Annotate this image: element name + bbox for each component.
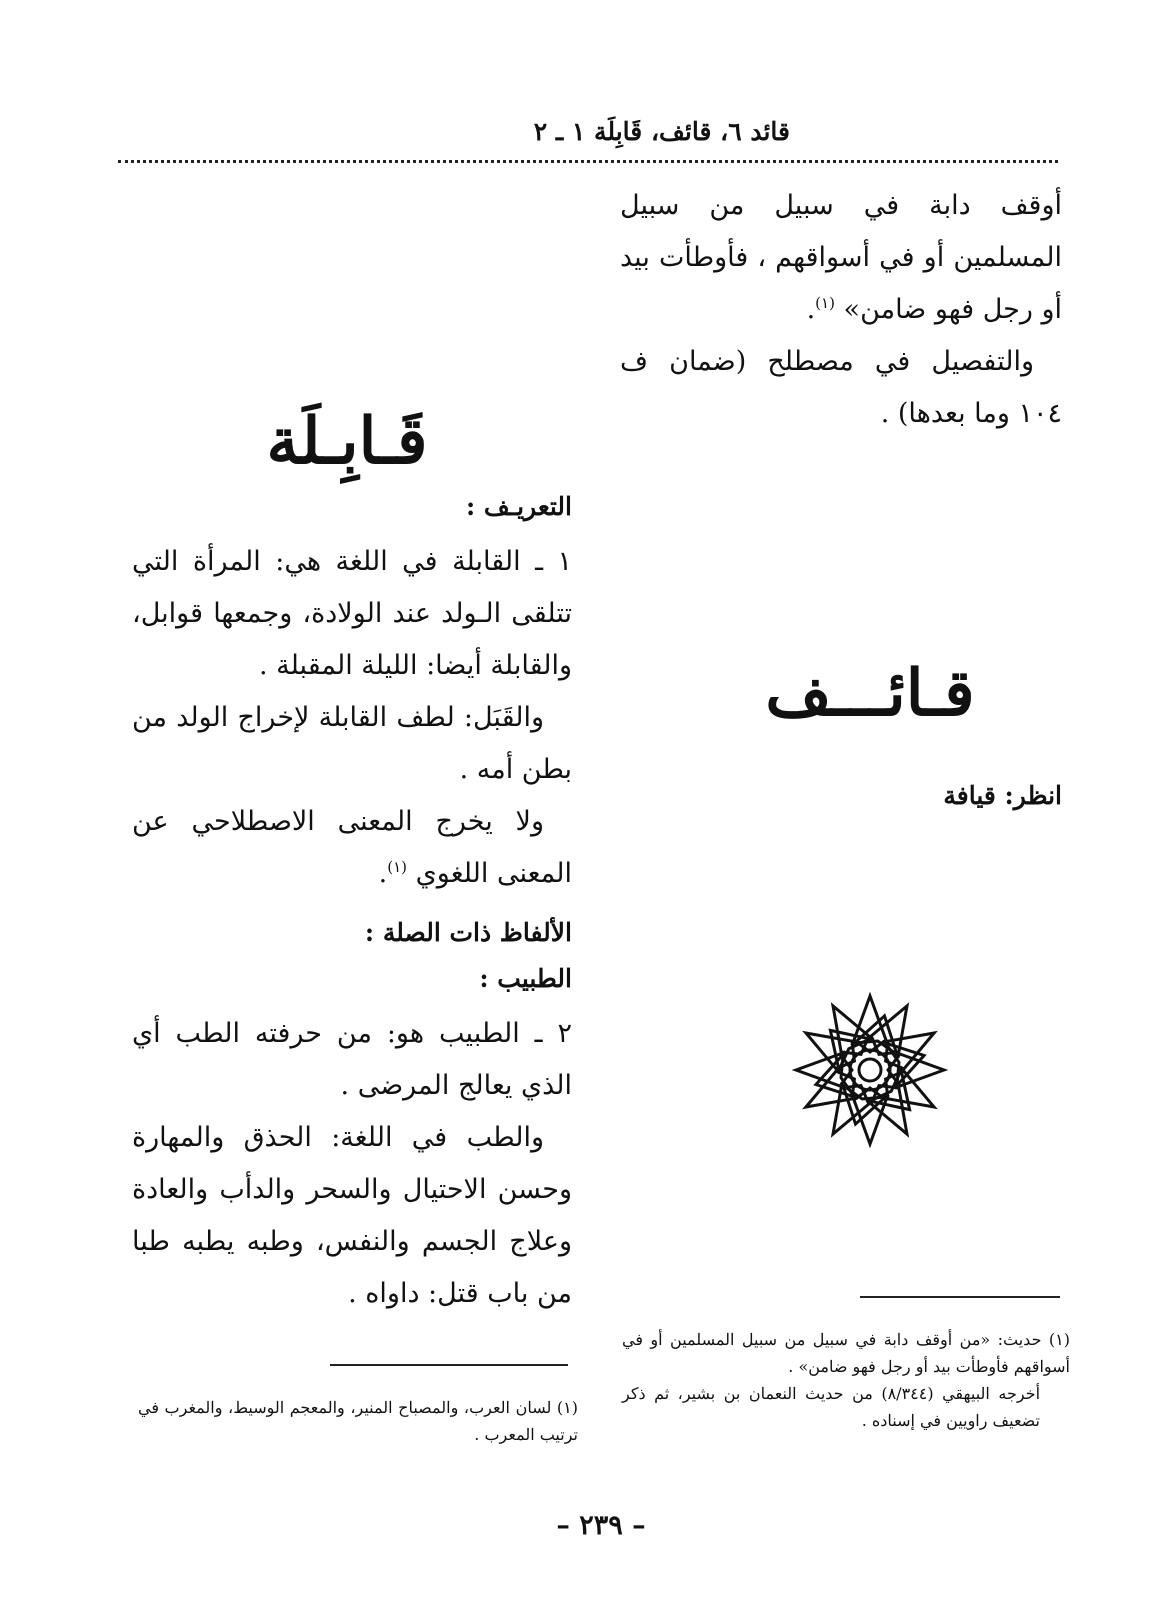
footnote-1-right-source: أخرجه البيهقي (٨/٣٤٤) من حديث النعمان بن بشير، ثم ذكر تضعيف راويين في إسناده .	[622, 1384, 1041, 1430]
heading-related-terms: الألفاظ ذات الصلة :	[364, 918, 572, 947]
header-dotted-rule	[118, 160, 1058, 163]
footnote-1-right: (١) حديث: «من أوقف دابة في سبيل من سبيل المسلمين أو في أسواقهم فأوطأت بيد أو رجل فهو ضامن» .	[622, 1330, 1070, 1376]
definition-section	[132, 536, 572, 900]
footnote-ref[interactable]: (١)	[387, 858, 408, 876]
heading-definition: التعريـف :	[465, 492, 572, 521]
entry-title-qabila: قَـابِـلَة	[266, 404, 428, 479]
definition-paragraph-2: والقَبَل: لطف القابلة لإخراج الولد من بطن أمه .	[132, 702, 572, 785]
footnote-1-left: (١) لسان العرب، والمصباح المنير، والمعجم الوسيط، والمغرب في ترتيب المعرب .	[138, 1398, 578, 1444]
cross-reference-paragraph: والتفصيل في مصطلح (ضمان ف ١٠٤ وما بعدها) .	[620, 346, 1062, 429]
footnote-rule-right	[860, 1296, 1060, 1298]
definition-paragraph-1: ١ ـ القابلة في اللغة هي: المرأة التي تتلقى الـولد عند الولادة، وجمعها قوابل، والقابلة أيضا: الليلة المقبلة .	[132, 546, 572, 681]
see-also-reference[interactable]: انظر: قيافة	[943, 781, 1062, 810]
footnote-rule-left	[330, 1364, 568, 1366]
left-column-body	[132, 484, 572, 1320]
tabib-paragraph-1: ٢ ـ الطبيب هو: من حرفته الطب أي الذي يعالج المرضى .	[132, 1018, 572, 1101]
right-column-continuation	[620, 180, 1062, 440]
footnotes-left	[138, 1394, 578, 1448]
running-head: قائد ٦، قائف، قَابِلَة ١ ـ ٢	[533, 117, 790, 146]
footnote-ref[interactable]: (١)	[815, 294, 835, 312]
entry-title-qaif: قـائـــف	[765, 656, 975, 731]
page-number: – ٢٣٩ –	[556, 1510, 646, 1541]
continuation-paragraph: أوقف دابة في سبيل من سبيل المسلمين أو في أسواقهم ، فأوطأت بيد أو رجل فهو ضامن» $^{(١)}$.	[620, 190, 1062, 325]
tabib-paragraph-2: والطب في اللغة: الحذق والمهارة وحسن الاحتيال والسحر والدأب والعادة وعلاج الجسم والنفس، وطبه يطبه طبا من باب قتل: داواه .	[132, 1122, 572, 1309]
heading-tabib: الطبيب :	[479, 964, 572, 993]
footnotes-right	[622, 1326, 1070, 1434]
definition-paragraph-3: ولا يخرج المعنى الاصطلاحي عن المعنى اللغوي $^{(١)}$.	[132, 806, 572, 889]
tabib-section	[132, 1008, 572, 1320]
eight-point-star-ornament-icon	[790, 990, 950, 1150]
